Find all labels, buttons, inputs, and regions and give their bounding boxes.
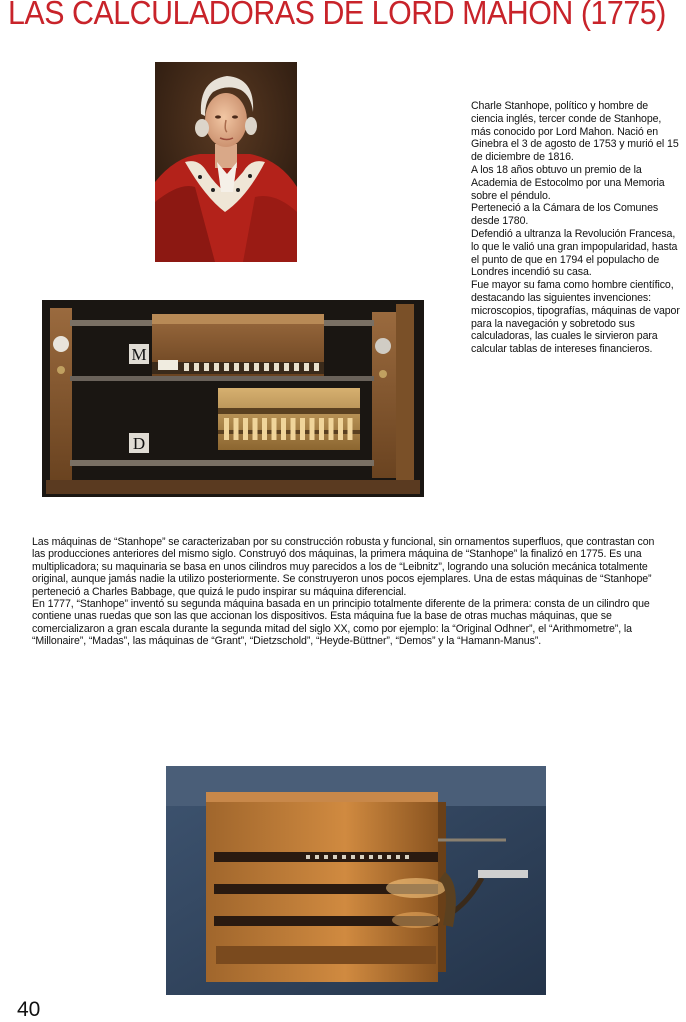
portrait-image [155,62,297,262]
dial-tooth [306,855,310,859]
machine-1-illustration [42,300,424,497]
dial-tooth [224,418,229,440]
machine-2-illustration [166,766,546,995]
dial-tooth [405,855,409,859]
dial-tooth [369,855,373,859]
bio-paragraph: Fue mayor su fama como hombre científico, destacando las siguientes invenciones: microscopios, tipografías, máquinas de vapor para la navegación y sobretodo sus calculadoras, las cuales le sirvieron para calcular tablas de intereses financieros. [471,279,680,356]
dial-tooth [294,363,299,371]
dial-tooth [378,855,382,859]
dial-tooth [291,418,296,440]
dial-tooth [314,363,319,371]
dial-tooth [310,418,315,440]
dial-tooth [234,418,239,440]
dial-tooth [333,855,337,859]
dial-tooth [304,363,309,371]
dial-tooth [244,363,249,371]
dial-tooth [264,363,269,371]
dial-tooth [284,363,289,371]
body-paragraph: En 1777, “Stanhope” inventó su segunda máquina basada en un principio totalmente diferente de la primera: consta de un cilindro que contiene unas ruedas que son las que accionan los dispositivos. Esta máquina fue la base de otras muchas máquinas, que se comercializaron a gran escala durante la segunda mitad del siglo XX, como por ejemplo: la “Original Odhner”, el “Arithmometre”, la “Millonaire”, “Madas”, las máquinas de “Grant”, “Dietzschold”, “Heyde-Büttner”, “Demos” y la “Hamann-Manus”. [32,598,650,648]
dial-tooth [360,855,364,859]
stanhope-machine-2-image [166,766,546,995]
dial-tooth [342,855,346,859]
dial-tooth [329,418,334,440]
page-number: 40 [17,998,41,1021]
dial-tooth [224,363,229,371]
dial-tooth [204,363,209,371]
dial-tooth [214,363,219,371]
biography-text [471,100,683,356]
dial-tooth [184,363,189,371]
portrait-illustration [155,62,297,262]
bio-paragraph: A los 18 años obtuvo un premio de la Academia de Estocolmo por una Memoria sobre el péndulo. [471,163,665,202]
machine-1-label-d: D [132,434,146,453]
dial-tooth [348,418,353,440]
dial-tooth [300,418,305,440]
main-text [32,536,660,648]
dial-tooth [234,363,239,371]
dial-tooth [338,418,343,440]
dial-tooth [272,418,277,440]
dial-tooth [262,418,267,440]
stanhope-machine-1-image [42,300,424,497]
page-title: LAS CALCULADORAS DE LORD MAHON (1775) [8,0,666,31]
dial-tooth [396,855,400,859]
bio-paragraph: Defendió a ultranza la Revolución Francesa, lo que le valió una gran impopularidad, hasta el punto de que en 1794 el populacho de Londres incendió su casa. [471,227,678,279]
machine-1-label-m: M [131,345,147,364]
dial-tooth [324,855,328,859]
body-paragraph: Las máquinas de “Stanhope” se caracterizaban por su construcción robusta y funcional, sin ornamentos superfluos, que contrastan con las producciones anteriores del mismo siglo. Construyó dos máquinas, la primera máquina de “Stanhope” la finalizó en 1775. Es una multiplicadora; su maquinaria se basa en unos cilindros muy parecidos a los de “Leibnitz”, logrando una solución mecánica totalmente original, aunque jamás nadie la utilizo posteriormente. Se construyeron unos pocos ejemplares. Una de estas máquinas de “Stanhope” perteneció a Charles Babbage, que quizá le pudo inspirar su máquina diferencial. [32,536,655,598]
bio-paragraph: Perteneció a la Cámara de los Comunes desde 1780. [471,202,659,228]
dial-tooth [243,418,248,440]
dial-tooth [387,855,391,859]
dial-tooth [274,363,279,371]
dial-tooth [281,418,286,440]
dial-tooth [315,855,319,859]
dial-tooth [351,855,355,859]
dial-tooth [319,418,324,440]
bio-paragraph: Charle Stanhope, político y hombre de ciencia inglés, tercer conde de Stanhope, más conocido por Lord Mahon. Nació en Ginebra el 3 de agosto de 1753 y murió el 15 de diciembre de 1816. [471,100,679,164]
dial-tooth [194,363,199,371]
dial-tooth [253,418,258,440]
dial-tooth [254,363,259,371]
